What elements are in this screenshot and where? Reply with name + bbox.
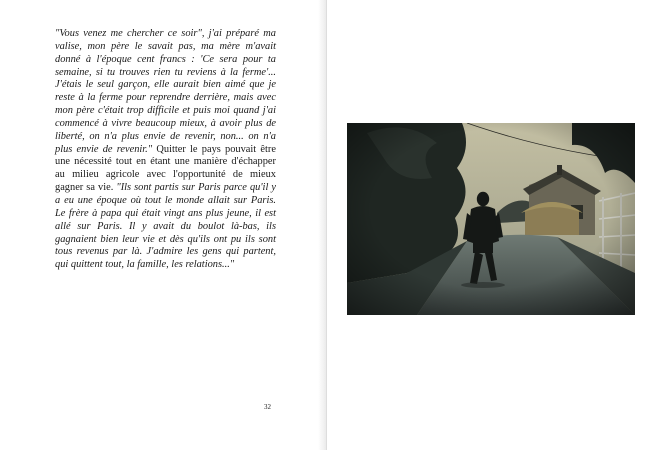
narrative-segment: Quitter le pays pouvait être une nécessité tout en étant une manière d'échapper au milieu agricole avec l'opportunité de mieux gagner sa vie. [55, 143, 276, 194]
left-page [0, 0, 327, 450]
page-number: 32 [264, 403, 271, 411]
man-walking-country-lane-photo [347, 123, 635, 315]
photo-illustration [347, 123, 635, 315]
quote-segment: "Vous venez me chercher ce soir" [55, 28, 202, 39]
body-text [55, 28, 276, 272]
quote-segment: , j'ai préparé ma valise, mon père le savait pas, ma mère m'avait donné à l'époque cent francs : 'Ce sera pour ta semaine, si tu trouves rien tu reviens à la ferme'... J'étais le seul garçon, elle aurait bien aimé que je reste à la ferme pour reprendre derrière, mais avec mon père c'était trop difficile et puis moi quand j'ai commencé à vivre beaucoup mieux, à avoir plus de liberté, on n'a plus envie de revenir, non... on n'a plus envie de revenir." [55, 28, 276, 155]
quote-segment: "Ils sont partis sur Paris parce qu'il y a eu une époque où tout le monde allait sur Paris. Le frère à papa qui était vingt ans plus jeune, il est allé sur Paris. Il y avait du boulot là-bas, ils gagnaient bien leur vie et dès qu'ils ont pu ils sont tous revenus par là. J'admire les gens qui partent, qui quittent tout, la famille, les relations..." [55, 182, 276, 271]
